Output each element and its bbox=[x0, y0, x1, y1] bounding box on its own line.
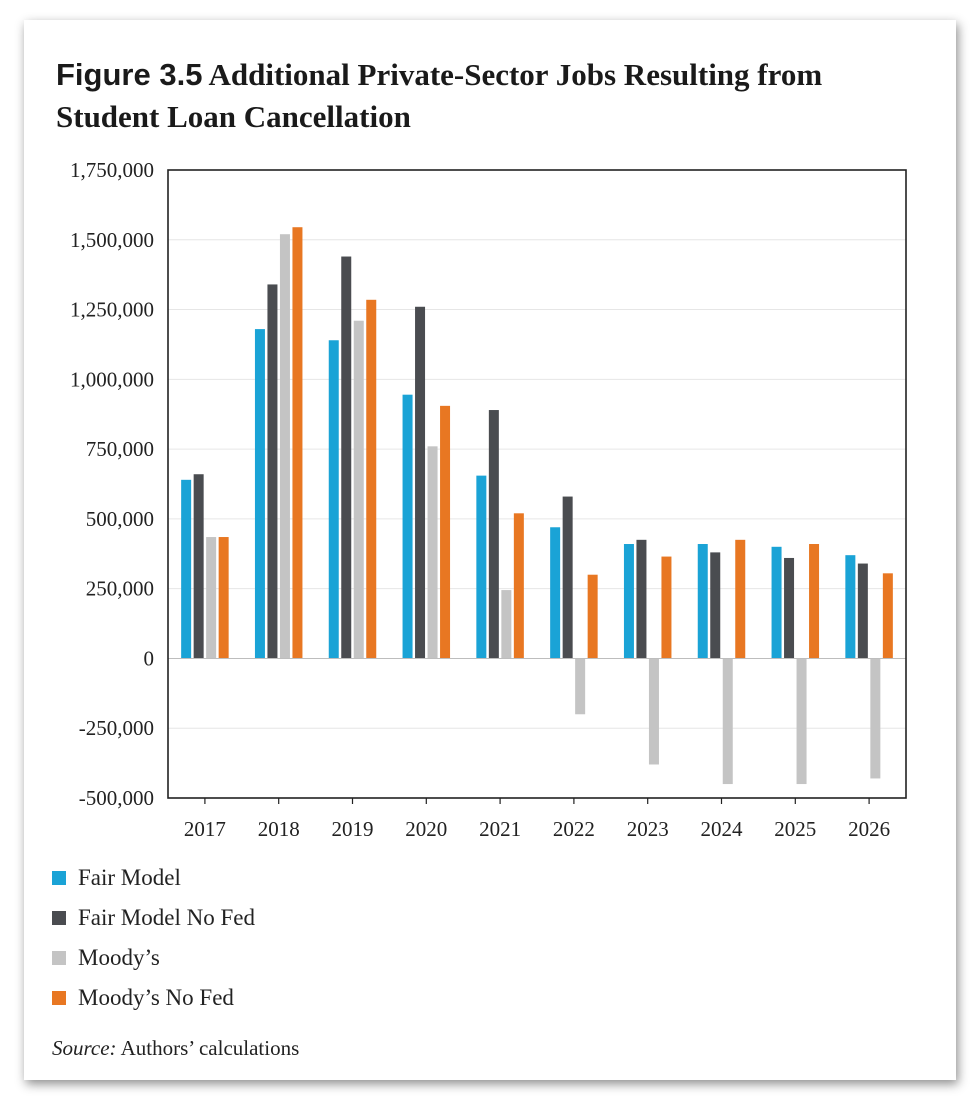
x-tick-label: 2024 bbox=[700, 817, 743, 841]
bar-moody-s-2022 bbox=[575, 658, 585, 714]
legend-item bbox=[52, 858, 255, 898]
legend-label: Fair Model bbox=[78, 865, 181, 890]
plot-frame bbox=[168, 170, 906, 798]
chart-legend bbox=[52, 858, 255, 1018]
bar-fair-model-2025 bbox=[772, 547, 782, 659]
legend-item bbox=[52, 938, 255, 978]
y-tick-label: 250,000 bbox=[85, 576, 154, 601]
bar-moody-s-2023 bbox=[649, 658, 659, 764]
bar-moody-s-2024 bbox=[723, 658, 733, 784]
bar-moody-s-no-fed-2018 bbox=[292, 227, 302, 658]
figure-title-text: Additional Private-Sector Jobs Resulting from Student Loan Cancellation bbox=[56, 57, 823, 134]
bar-moody-s-no-fed-2020 bbox=[440, 406, 450, 659]
bar-fair-model-2019 bbox=[329, 340, 339, 658]
legend-swatch bbox=[52, 871, 66, 885]
x-tick-label: 2018 bbox=[257, 817, 300, 841]
bar-moody-s-2019 bbox=[354, 321, 364, 659]
bar-moody-s-no-fed-2019 bbox=[366, 300, 376, 659]
legend-label: Moody’s bbox=[78, 945, 160, 970]
y-tick-label: 1,750,000 bbox=[70, 158, 154, 182]
bar-fair-model-2017 bbox=[181, 480, 191, 659]
legend-item bbox=[52, 978, 255, 1018]
y-tick-label: 750,000 bbox=[85, 437, 154, 462]
bar-fair-model-2022 bbox=[550, 527, 560, 658]
legend-item bbox=[52, 898, 255, 938]
bar-fair-model-2023 bbox=[624, 544, 634, 658]
legend-label: Moody’s No Fed bbox=[78, 985, 234, 1010]
bar-fair-model-no-fed-2026 bbox=[858, 564, 868, 659]
y-tick-label: -500,000 bbox=[78, 786, 154, 810]
bar-moody-s-no-fed-2021 bbox=[514, 513, 524, 658]
bar-fair-model-no-fed-2022 bbox=[563, 497, 573, 659]
source-note bbox=[52, 1036, 299, 1061]
y-tick-label: 0 bbox=[143, 646, 154, 671]
x-tick-label: 2021 bbox=[479, 817, 522, 841]
bar-fair-model-no-fed-2018 bbox=[267, 284, 277, 658]
legend-swatch bbox=[52, 991, 66, 1005]
bar-fair-model-no-fed-2024 bbox=[710, 552, 720, 658]
x-tick-label: 2019 bbox=[331, 817, 374, 841]
x-tick-label: 2023 bbox=[626, 817, 669, 841]
x-tick-label: 2022 bbox=[552, 817, 595, 841]
legend-swatch bbox=[52, 951, 66, 965]
x-tick-label: 2020 bbox=[405, 817, 448, 841]
y-tick-label: 500,000 bbox=[85, 506, 154, 531]
bar-moody-s-no-fed-2026 bbox=[883, 573, 893, 658]
figure-card bbox=[24, 20, 956, 1080]
bar-fair-model-no-fed-2019 bbox=[341, 257, 351, 659]
bar-moody-s-2020 bbox=[428, 446, 438, 658]
bar-moody-s-2026 bbox=[870, 658, 880, 778]
bar-fair-model-2026 bbox=[845, 555, 855, 658]
bar-fair-model-2018 bbox=[255, 329, 265, 658]
y-tick-label: -250,000 bbox=[78, 716, 154, 741]
source-text: Authors’ calculations bbox=[120, 1036, 300, 1060]
legend-label: Fair Model No Fed bbox=[78, 905, 255, 930]
bar-fair-model-no-fed-2023 bbox=[636, 540, 646, 659]
bar-fair-model-no-fed-2020 bbox=[415, 307, 425, 659]
bar-moody-s-2018 bbox=[280, 234, 290, 658]
x-tick-label: 2026 bbox=[848, 817, 891, 841]
bar-moody-s-2021 bbox=[501, 590, 511, 658]
bar-fair-model-no-fed-2025 bbox=[784, 558, 794, 658]
y-tick-label: 1,000,000 bbox=[70, 367, 154, 392]
source-label: Source: bbox=[52, 1036, 117, 1060]
x-tick-label: 2025 bbox=[774, 817, 817, 841]
y-tick-label: 1,250,000 bbox=[70, 297, 154, 322]
bar-moody-s-no-fed-2025 bbox=[809, 544, 819, 658]
bar-chart bbox=[24, 20, 956, 850]
bar-moody-s-no-fed-2024 bbox=[735, 540, 745, 659]
bar-fair-model-2020 bbox=[403, 395, 413, 659]
x-tick-label: 2017 bbox=[183, 817, 226, 841]
bar-moody-s-no-fed-2022 bbox=[588, 575, 598, 659]
bar-moody-s-2017 bbox=[206, 537, 216, 658]
bar-fair-model-2024 bbox=[698, 544, 708, 658]
y-tick-label: 1,500,000 bbox=[70, 227, 154, 252]
bar-moody-s-no-fed-2023 bbox=[661, 557, 671, 659]
legend-swatch bbox=[52, 911, 66, 925]
bar-fair-model-no-fed-2017 bbox=[194, 474, 204, 658]
bar-fair-model-no-fed-2021 bbox=[489, 410, 499, 658]
bar-moody-s-no-fed-2017 bbox=[219, 537, 229, 658]
bar-fair-model-2021 bbox=[476, 476, 486, 659]
figure-number: Figure 3.5 bbox=[56, 57, 203, 92]
bar-moody-s-2025 bbox=[797, 658, 807, 784]
